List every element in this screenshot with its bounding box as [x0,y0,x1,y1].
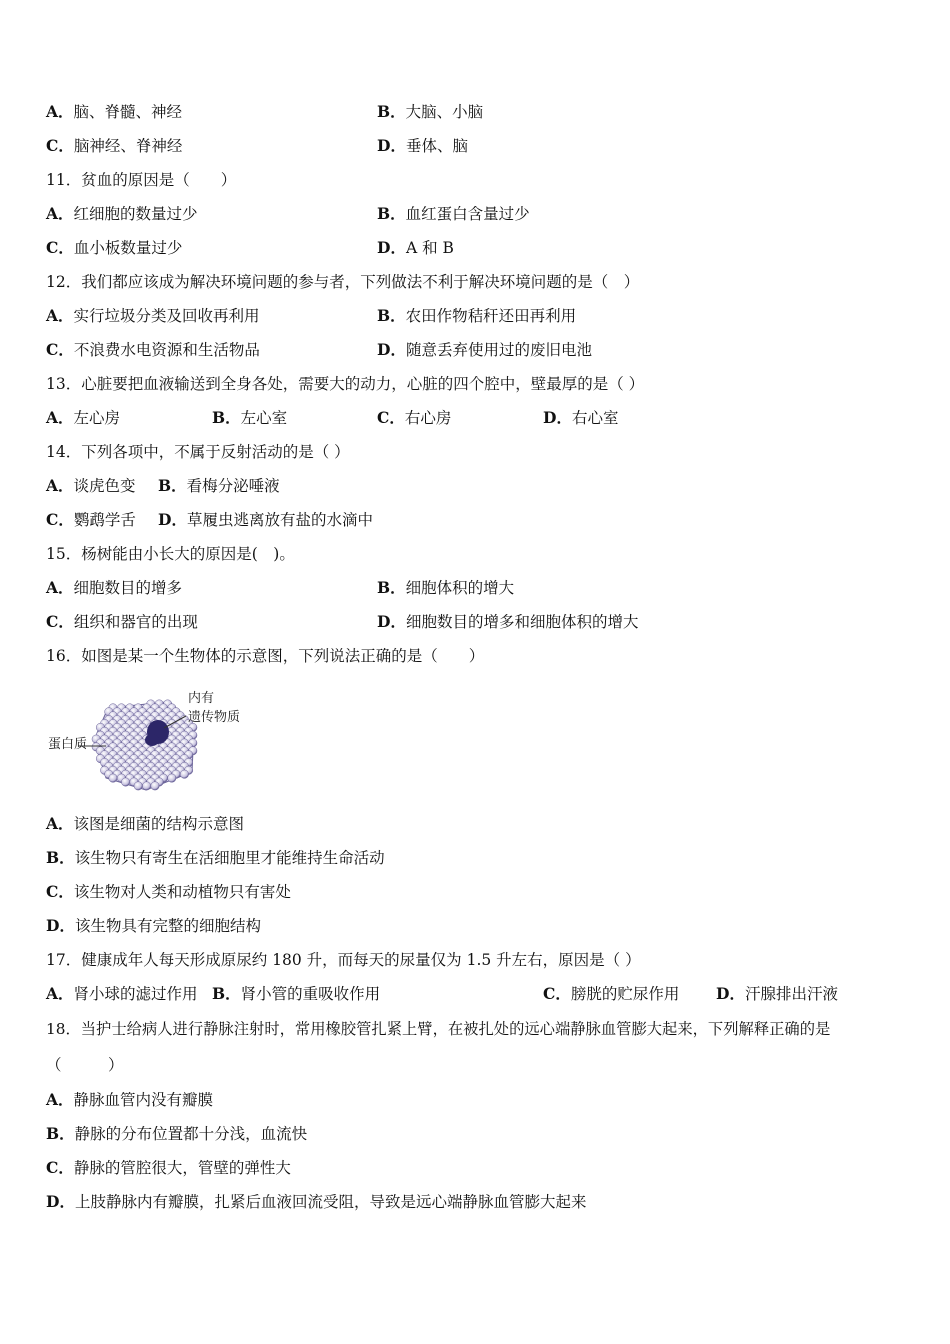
q14-stem: 14．下列各项中，不属于反射活动的是（ ） [46,443,350,461]
q16-stem: 16．如图是某一个生物体的示意图，下列说法正确的是（ ） [46,647,485,665]
q17-option-a: A．肾小球的滤过作用 [46,984,198,1003]
virus-figure [46,690,256,800]
q11-option-d: D．A 和 B [377,238,454,257]
q16-option-a: A．该图是细菌的结构示意图 [46,814,245,833]
q15-option-d: D．细胞数目的增多和细胞体积的增大 [377,612,639,631]
q11-stem: 11．贫血的原因是（ ） [46,171,237,189]
q12-option-c: C．不浪费水电资源和生活物品 [46,340,260,359]
q15-stem: 15．杨树能由小长大的原因是( )。 [46,545,295,563]
q16-option-d: D．该生物具有完整的细胞结构 [46,916,261,935]
q11-option-c: C．血小板数量过少 [46,238,183,257]
q15-option-a: A．细胞数目的增多 [46,578,183,597]
q11-option-b: B．血红蛋白含量过少 [377,204,530,223]
capsomere-sphere [151,782,159,790]
label-inner-2: 遗传物质 [188,710,241,725]
q18-option-a: A．静脉血管内没有瓣膜 [46,1090,214,1109]
q16-option-c: C．该生物对人类和动植物只有害处 [46,882,291,901]
q10-option-d: D．垂体、脑 [377,136,468,155]
q14-option-a: A．谈虎色变 [46,476,136,495]
q10-option-b: B．大脑、小脑 [377,102,484,121]
q18-option-d: D．上肢静脉内有瓣膜，扎紧后血液回流受阻，导致是远心端静脉血管膨大起来 [46,1192,587,1211]
capsomere-sphere [180,770,188,778]
q17-option-d: D．汗腺排出汗液 [716,984,838,1003]
q12-option-d: D．随意丢弃使用过的废旧电池 [377,340,592,359]
q12-stem: 12．我们都应该成为解决环境问题的参与者，下列做法不利于解决环境问题的是（ ） [46,273,640,291]
q14-option-d: D．草履虫逃离放有盐的水滴中 [158,510,373,529]
q14-option-b: B．看梅分泌唾液 [158,476,280,495]
q17-stem: 17．健康成年人每天形成原尿约 180 升，而每天的尿量仅为 1.5 升左右，原因是（ ） [46,951,641,969]
q12-option-b: B．农田作物秸秆还田再利用 [377,306,577,325]
q18-option-c: C．静脉的管腔很大，管壁的弹性大 [46,1158,291,1177]
q13-option-a: A．左心房 [46,408,121,427]
q13-stem: 13．心脏要把血液输送到全身各处，需要大的动力，心脏的四个腔中，壁最厚的是（ ） [46,375,645,393]
q13-option-d: D．右心室 [543,408,619,427]
capsomere-sphere [134,782,142,790]
q13-option-c: C．右心房 [377,408,452,427]
q18-option-b: B．静脉的分布位置都十分浅，血流快 [46,1124,308,1143]
q16-option-b: B．该生物只有寄生在活细胞里才能维持生命活动 [46,848,385,867]
capsid-protein-shell [92,700,197,790]
q17-option-b: B．肾小管的重吸收作用 [212,984,381,1003]
capsomere-sphere [168,774,176,782]
q12-option-a: A．实行垃圾分类及回收再利用 [46,306,260,325]
q13-option-b: B．左心室 [212,408,288,427]
label-protein: 蛋白质 [48,737,88,752]
label-inner-1: 内有 [188,691,215,706]
capsomere-sphere [142,782,150,790]
q18-stem: 18．当护士给病人进行静脉注射时，常用橡胶管扎紧上臂，在被扎处的远心端静脉血管膨大起来，下列解释正确的是 [46,1020,831,1038]
q15-option-c: C．组织和器官的出现 [46,612,198,631]
q17-option-c: C．膀胱的贮尿作用 [543,984,680,1003]
q11-option-a: A．红细胞的数量过少 [46,204,198,223]
q15-option-b: B．细胞体积的增大 [377,578,515,597]
q18-stem-cont: （ ） [46,1056,124,1074]
q10-option-a: A．脑、脊髓、神经 [46,102,183,121]
q10-option-c: C．脑神经、脊神经 [46,136,183,155]
q14-option-c: C．鹦鹉学舌 [46,510,136,529]
capsomere-sphere [121,778,129,786]
capsomere-sphere [109,774,117,782]
